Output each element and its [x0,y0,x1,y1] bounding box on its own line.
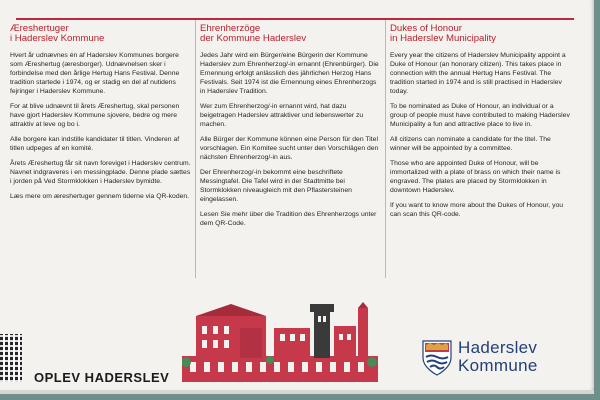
english-paragraph: All citizens can nominate a candidate for the titel. The winner will be appointed by a committee. [390,136,551,152]
haderslev-kommune-wordmark [458,339,538,375]
german-heading [200,24,381,44]
town-skyline-illustration [182,302,378,382]
english-paragraph: Those who are appointed Duke of Honour, will be immortalized with a plate of brass on which their name is engraved. The plates are placed by Stormklokken in downtown Haderslev. [390,160,561,194]
german-heading-line-2: der Kommune Haderslev [200,33,307,44]
german-paragraph: Der Ehrenherzog/-in bekommt eine beschriftete Messingtafel. Die Tafel wird in der Stadtmitte bei Stormklokken niveaugleich mit den Pflastersteinen eingelassen. [200,169,352,203]
german-paragraph: Jedes Jahr wird ein Bürger/eine Bürgerin der Kommune Haderslev zum Ehrenherzog/-in ernannt (Ehrenbürger). Die Ernennung erfolgt anlässlich des jährlichen Herzog Hans Festivals. Seit 1974 ist die Ernennung eines Ehrenherzogs in Haderslev Tradition. [200,52,379,95]
danish-paragraph: Læs mere om æreshertuger gennem tiderne via QR-koden. [10,193,190,200]
danish-paragraph: Hvert år udnævnes én af Haderslev Kommunes borgere som Æreshertug (æresborger). Udnævnelsen sker i forbindelse med den årlige Hertug Hans Festival. Denne tradition startede i 1974, og er stadig en del af nutidens fejringer i Haderslev Kommune. [10,52,180,95]
danish-heading-line-2: i Haderslev Kommune [10,33,105,44]
english-heading-line-2: in Haderslev Municipality [390,33,497,44]
danish-heading [10,24,191,44]
kommune-name-line-1: Haderslev [458,338,538,357]
german-column [195,20,381,278]
english-paragraph: Every year the citizens of Haderslev Municipality appoint a Duke of Honour (an honorary citizen). This takes place in connection with the annual Hertug Hans Festival. The tradition started in 1974 and is still practised in Haderslev today. [390,52,566,95]
haderslev-coat-of-arms-icon [422,340,452,376]
oplev-haderslev-slogan: OPLEV HADERSLEV [34,370,170,385]
danish-column [10,20,191,278]
kommune-name-line-2: Kommune [458,356,538,375]
english-column [385,20,571,278]
bottom-edge [0,390,594,394]
danish-paragraph: Årets Æreshertug får sit navn foreviget i Haderslev centrum. Navnet indgraveres i en messingplade. Denne plade sættes i jorden på Ved Stormklokken i Haderslev bymidte. [10,160,191,185]
english-heading-line-1: Dukes of Honour [390,23,462,34]
english-paragraph: If you want to know more about the Dukes of Honour, you can scan this QR-code. [390,202,564,218]
danish-heading-line-1: Æreshertuger [10,23,69,34]
german-paragraph: Wer zum Ehrenherzog/-in ernannt wird, hat dazu beigetragen Haderslev attraktiver und lebenswerter zu machen. [200,103,364,128]
danish-paragraph: For at blive udnævnt til årets Æreshertug, skal personen have gjort Haderslev Kommune sjovere, bedre og mere attraktiv at leve og bo i. [10,103,180,128]
danish-paragraph: Alle borgere kan indstille kandidater til titlen. Vinderen af titlen udpeges af en komité. [10,136,180,152]
qr-code-icon[interactable] [0,334,22,382]
german-heading-line-1: Ehrenherzöge [200,23,261,34]
german-paragraph: Alle Bürger der Kommune können eine Person für den Titel vorschlagen. Ein Komitee sucht unter den Vorschlägen den nächsten Ehrenherzog/-in aus. [200,136,379,161]
german-paragraph: Lesen Sie mehr über die Tradition des Ehrenherzogs unter dem QR-Code. [200,211,377,227]
english-heading [390,24,571,44]
english-paragraph: To be nominated as Duke of Honour, an individual or a group of people must have contributed to making Haderslev Municipality a fun and attractive place to live in. [390,103,570,128]
